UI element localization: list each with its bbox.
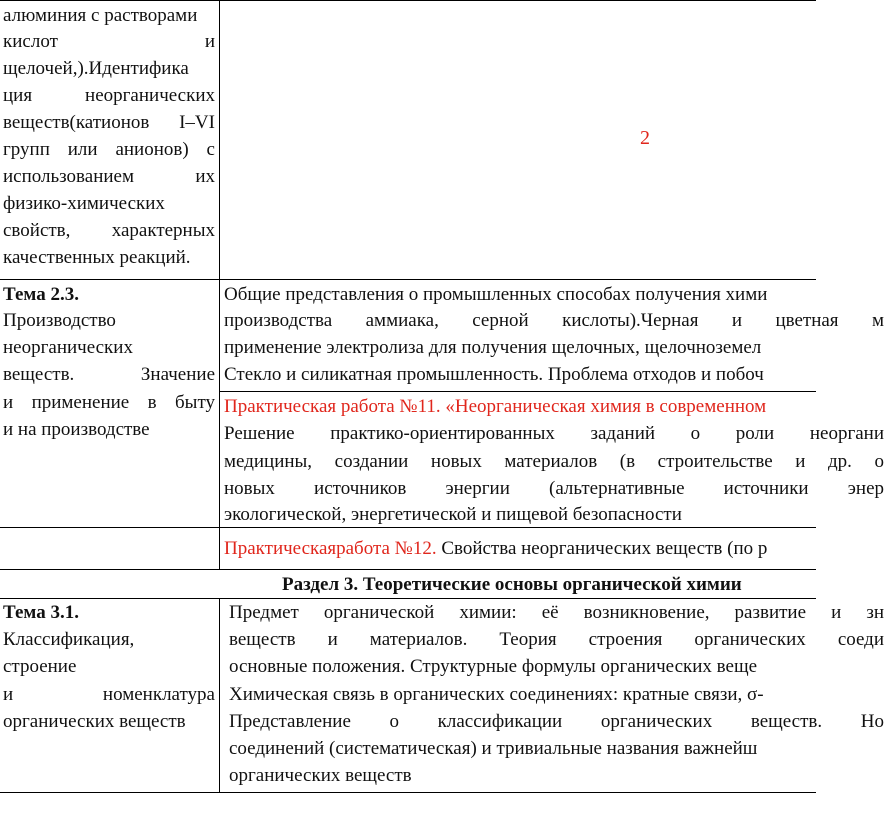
- practice-12-label: Практическаяработа №12.: [224, 538, 437, 559]
- row1-left-line: щелочей,).Идентифика: [3, 58, 189, 79]
- row4-content-line: Предмет органической химии: её возникновение, развитие и зн: [229, 602, 884, 623]
- row2-content-line: Общие представления о промышленных способах получения хими: [224, 284, 768, 305]
- topic-2-3-line: и применение в быту: [3, 392, 215, 413]
- column-divider-lower: [219, 598, 220, 792]
- row1-left-line: групп или анионов) с: [3, 139, 215, 160]
- row1-left-line: использованием их: [3, 166, 215, 187]
- row1-left-line: качественных реакций.: [3, 247, 191, 268]
- row1-hours-value: 2: [640, 127, 650, 149]
- column-divider-upper: [219, 0, 220, 569]
- section-bottom-border: [0, 598, 816, 599]
- row1-left-line: свойств, характерных: [3, 220, 215, 241]
- practice-11-line: экологической, энергетической и пищевой безопасности: [224, 504, 682, 525]
- row1-left-line: физико-химических: [3, 193, 165, 214]
- row1-left-line: [3, 30, 215, 54]
- topic-3-1-line: Классификация,: [3, 629, 135, 650]
- row1-left-line: алюминия с растворами: [3, 5, 198, 26]
- row1-left-line: веществ(катионов I–VI: [3, 112, 215, 133]
- topic-2-3-line: и на производстве: [3, 419, 150, 440]
- row2-bottom-border: [0, 527, 816, 528]
- topic-3-1-line: строение: [3, 656, 77, 677]
- practice-11-line: новых источников энергии (альтернативные источники энер: [224, 478, 884, 499]
- row4-content-line: соединений (систематическая) и тривиальные названия важнейш: [229, 738, 758, 759]
- row3-bottom-border: [0, 569, 816, 570]
- topic-3-1-line: органических веществ: [3, 711, 186, 732]
- row4-content-line: Химическая связь в органических соединениях: кратные связи, σ-: [229, 684, 764, 705]
- topic-2-3-line: Производство: [3, 310, 116, 331]
- topic-3-1-line: и номенклатура: [3, 684, 215, 705]
- row1-left-line: ция неорганических: [3, 85, 215, 106]
- word: кислот: [3, 31, 58, 52]
- content-divider: [219, 391, 816, 392]
- row4-content-line: веществ и материалов. Теория строения органических соеди: [229, 629, 884, 650]
- row2-content-line: Стекло и силикатная промышленность. Проблема отходов и побоч: [224, 364, 764, 385]
- topic-2-3-line: неорганических: [3, 337, 133, 358]
- practice-11-title: Практическая работа №11. «Неорганическая химия в современном: [224, 396, 767, 417]
- row2-content-line: производства аммиака, серной кислоты).Черная и цветная м: [224, 310, 884, 331]
- row1-bottom-border: [0, 279, 816, 280]
- word: и: [204, 31, 215, 52]
- practice-11-line: медицины, создании новых материалов (в строительстве и др. о: [224, 451, 884, 472]
- row4-content-line: Представление о классификации органических веществ. Но: [229, 711, 884, 732]
- practice-11-line: Решение практико-ориентированных заданий о роли неоргани: [224, 423, 884, 444]
- section-3-title: Раздел 3. Теоретические основы органической химии: [282, 574, 742, 595]
- topic-3-1-title: Тема 3.1.: [3, 602, 79, 623]
- row2-content-line: применение электролиза для получения щелочных, щелочноземел: [224, 337, 762, 358]
- row4-content-line: органических веществ: [229, 765, 412, 786]
- row4-content-line: основные положения. Структурные формулы органических веще: [229, 656, 758, 677]
- practice-12-text: Свойства неорганических веществ (по р: [441, 538, 768, 559]
- practice-12-line: [224, 537, 767, 561]
- table-top-border: [0, 0, 816, 1]
- topic-2-3-line: веществ. Значение: [3, 364, 215, 385]
- table-bottom-border: [0, 792, 816, 793]
- topic-2-3-title: Тема 2.3.: [3, 284, 79, 305]
